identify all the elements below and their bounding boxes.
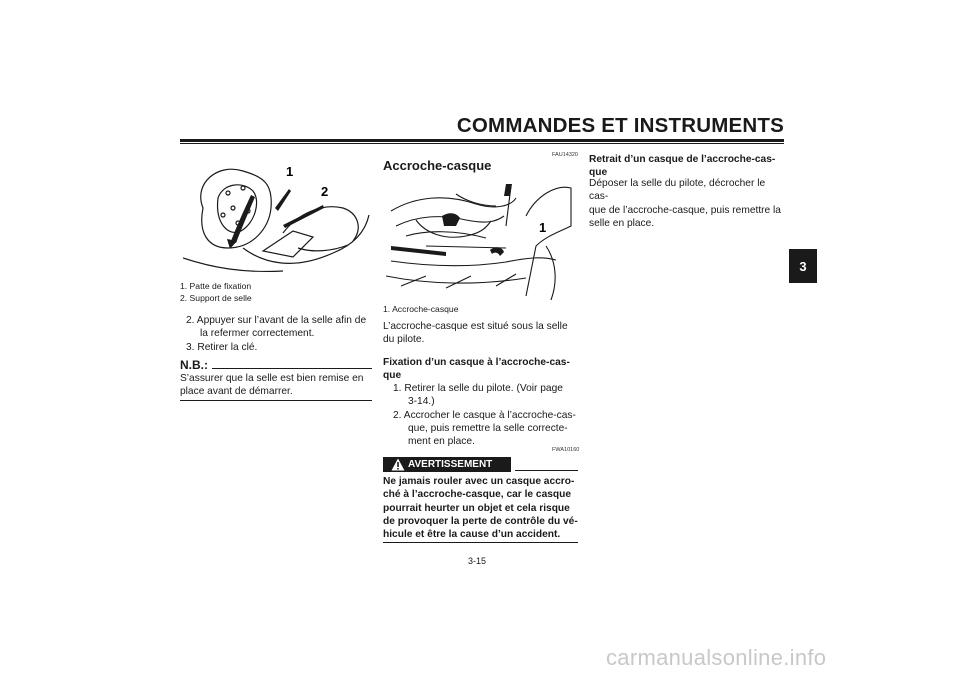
step-number: 2. xyxy=(186,315,195,326)
warning-triangle-icon xyxy=(391,458,405,471)
warning-line-1: Ne jamais rouler avec un casque accro- xyxy=(383,476,575,487)
step-number: 2. xyxy=(393,409,402,421)
step-text-cont: 3-14.) xyxy=(408,396,435,408)
subheading-line-1: Retrait d’un casque de l’accroche-cas- xyxy=(589,154,776,165)
step-2 xyxy=(393,409,579,422)
chapter-tab: 3 xyxy=(789,249,817,283)
figure-callout-1: 1 xyxy=(539,220,547,235)
header-rule xyxy=(180,139,784,142)
step-1 xyxy=(393,382,579,395)
nb-line-1: S’assurer que la selle est bien remise en xyxy=(180,373,364,384)
step-text-cont: la refermer correctement. xyxy=(200,328,315,340)
step-text-cont: que, puis remettre la selle correcte- xyxy=(408,422,568,434)
watermark: carmanualsonline.info xyxy=(606,645,827,670)
nb-rule-top xyxy=(212,368,372,369)
retrait-line-1: Déposer la selle du pilote, décrocher le cas- xyxy=(589,178,766,203)
subheading-line-2: que xyxy=(589,167,608,178)
fixation-steps xyxy=(393,382,579,448)
step-text-cont: ment en place. xyxy=(408,436,475,448)
warning-rule-top xyxy=(515,470,578,471)
step-2 xyxy=(186,314,372,327)
figure-captions xyxy=(180,280,252,304)
subheading-line-1: Fixation d’un casque à l’accroche-cas- xyxy=(383,357,570,368)
steps-list xyxy=(186,314,372,354)
warning-code: FWA10160 xyxy=(552,447,580,453)
retrait-text xyxy=(589,177,785,230)
warning-line-3: pourrait heurter un objet et cela risque xyxy=(383,502,570,514)
helmet-holder-figure xyxy=(386,176,576,301)
section-heading: Accroche-casque xyxy=(383,158,492,173)
warning-line-4: de provoquer la perte de contrôle du vé- xyxy=(383,515,578,527)
step-text: Retirer la selle du pilote. (Voir page xyxy=(404,383,563,394)
intro-line-2: du pilote. xyxy=(383,334,425,346)
nb-rule-bottom xyxy=(180,400,372,401)
nb-label: N.B.: xyxy=(180,358,208,372)
section-code: FAU14320 xyxy=(552,152,578,158)
nb-line-2: place avant de démarrer. xyxy=(180,386,293,398)
retrait-line-3: selle en place. xyxy=(589,217,655,229)
figure-callout-2: 2 xyxy=(321,184,329,199)
warning-rule-bottom xyxy=(383,542,578,543)
caption-1: 1. Patte de fixation xyxy=(180,281,252,291)
warning-line-5: hicule et être la cause d’un accident. xyxy=(383,529,561,541)
nb-text xyxy=(180,372,374,399)
intro-text xyxy=(383,320,577,347)
step-number: 3. xyxy=(186,341,195,353)
warning-label: AVERTISSEMENT xyxy=(408,459,493,470)
intro-line-1: L’accroche-casque est situé sous la selle xyxy=(383,321,568,332)
step-text: Accrocher le casque à l’accroche-cas- xyxy=(403,409,576,421)
caption-2: 2. Support de selle xyxy=(180,293,252,303)
figure-caption: 1. Accroche-casque xyxy=(383,304,459,314)
subheading-fixation xyxy=(383,356,579,382)
step-number: 1. xyxy=(393,383,402,394)
warning-line-2: ché à l’accroche-casque, car le casque xyxy=(383,489,572,501)
step-text: Appuyer sur l’avant de la selle afin de xyxy=(196,315,367,326)
page-number: 3-15 xyxy=(468,556,487,566)
header-rule-thin xyxy=(180,143,784,144)
subheading-retrait xyxy=(589,153,785,179)
retrait-line-2: que de l’accroche-casque, puis remettre la xyxy=(589,204,781,216)
step-3 xyxy=(186,341,372,354)
seat-figure xyxy=(183,153,373,278)
figure-callout-1: 1 xyxy=(286,164,294,179)
warning-text xyxy=(383,475,579,541)
subheading-line-2: que xyxy=(383,370,402,381)
step-text: Retirer la clé. xyxy=(197,341,258,353)
warning-banner xyxy=(383,457,511,472)
page-title: COMMANDES ET INSTRUMENTS xyxy=(456,114,784,137)
